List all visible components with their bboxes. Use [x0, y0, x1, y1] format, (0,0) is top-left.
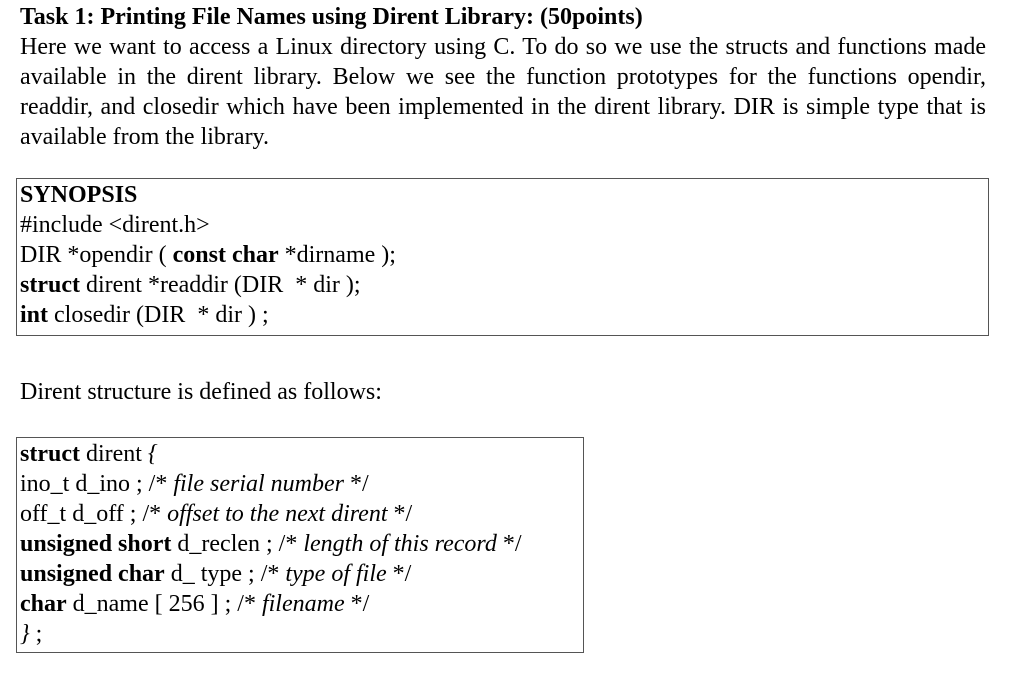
struct-field [20, 559, 583, 589]
field-decl: ino_t d_ino ; /* [20, 471, 174, 497]
field-comment-end: */ [386, 561, 412, 587]
field-keyword: unsigned char [20, 561, 165, 587]
struct-field [20, 469, 583, 499]
struct-keyword: struct [20, 441, 80, 467]
field-comment: filename [261, 591, 345, 617]
close-semicolon: ; [29, 621, 43, 647]
struct-name: dirent [79, 441, 148, 467]
field-comment: type of file [285, 561, 387, 587]
field-comment: length of this record [303, 531, 497, 557]
synopsis-heading: SYNOPSIS [20, 182, 138, 208]
field-comment-end: */ [387, 501, 413, 527]
field-keyword: unsigned short [20, 531, 172, 557]
dirent-struct-box [16, 437, 584, 653]
field-decl: off_t d_off ; /* [20, 501, 168, 527]
closedir-keyword: int [20, 302, 49, 328]
task-title: Task 1: Printing File Names using Dirent Library: (50points) [20, 4, 643, 30]
synopsis-closedir [20, 300, 988, 330]
task-intro [20, 32, 986, 152]
struct-field [20, 499, 583, 529]
field-comment-end: */ [496, 531, 522, 557]
struct-field [20, 589, 583, 619]
synopsis-opendir [20, 240, 988, 270]
field-keyword: char [20, 591, 67, 617]
open-brace: { [147, 441, 158, 467]
field-comment: offset to the next dirent [167, 501, 388, 527]
field-comment-end: */ [344, 591, 370, 617]
close-brace: } [20, 621, 30, 647]
struct-open-line [20, 439, 583, 469]
field-comment: file serial number [173, 471, 344, 497]
closedir-suffix: closedir (DIR * dir ) ; [48, 302, 269, 328]
readdir-suffix: dirent *readdir (DIR * dir ); [79, 272, 361, 298]
synopsis-box [16, 178, 989, 336]
field-decl: d_ type ; /* [164, 561, 286, 587]
field-decl: d_name [ 256 ] ; /* [66, 591, 262, 617]
opendir-suffix: *dirname ); [278, 242, 396, 268]
synopsis-readdir [20, 270, 988, 300]
task-intro-paragraph: Here we want to access a Linux directory using C. To do so we use the structs and functions made available in the dirent library. Below we see the function prototypes for the functions opendir, readdir, and closedir which have been implemented in the dirent library. DIR is simple type that is available from the library. [20, 34, 986, 150]
opendir-keyword: const char [172, 242, 279, 268]
readdir-keyword: struct [20, 272, 80, 298]
struct-close-line [20, 619, 583, 649]
field-comment-end: */ [344, 471, 369, 497]
synopsis-include: #include <dirent.h> [20, 212, 210, 238]
struct-field [20, 529, 583, 559]
dirent-intro: Dirent structure is defined as follows: [20, 379, 382, 405]
field-decl: d_reclen ; /* [171, 531, 304, 557]
opendir-prefix: DIR *opendir ( [20, 242, 173, 268]
